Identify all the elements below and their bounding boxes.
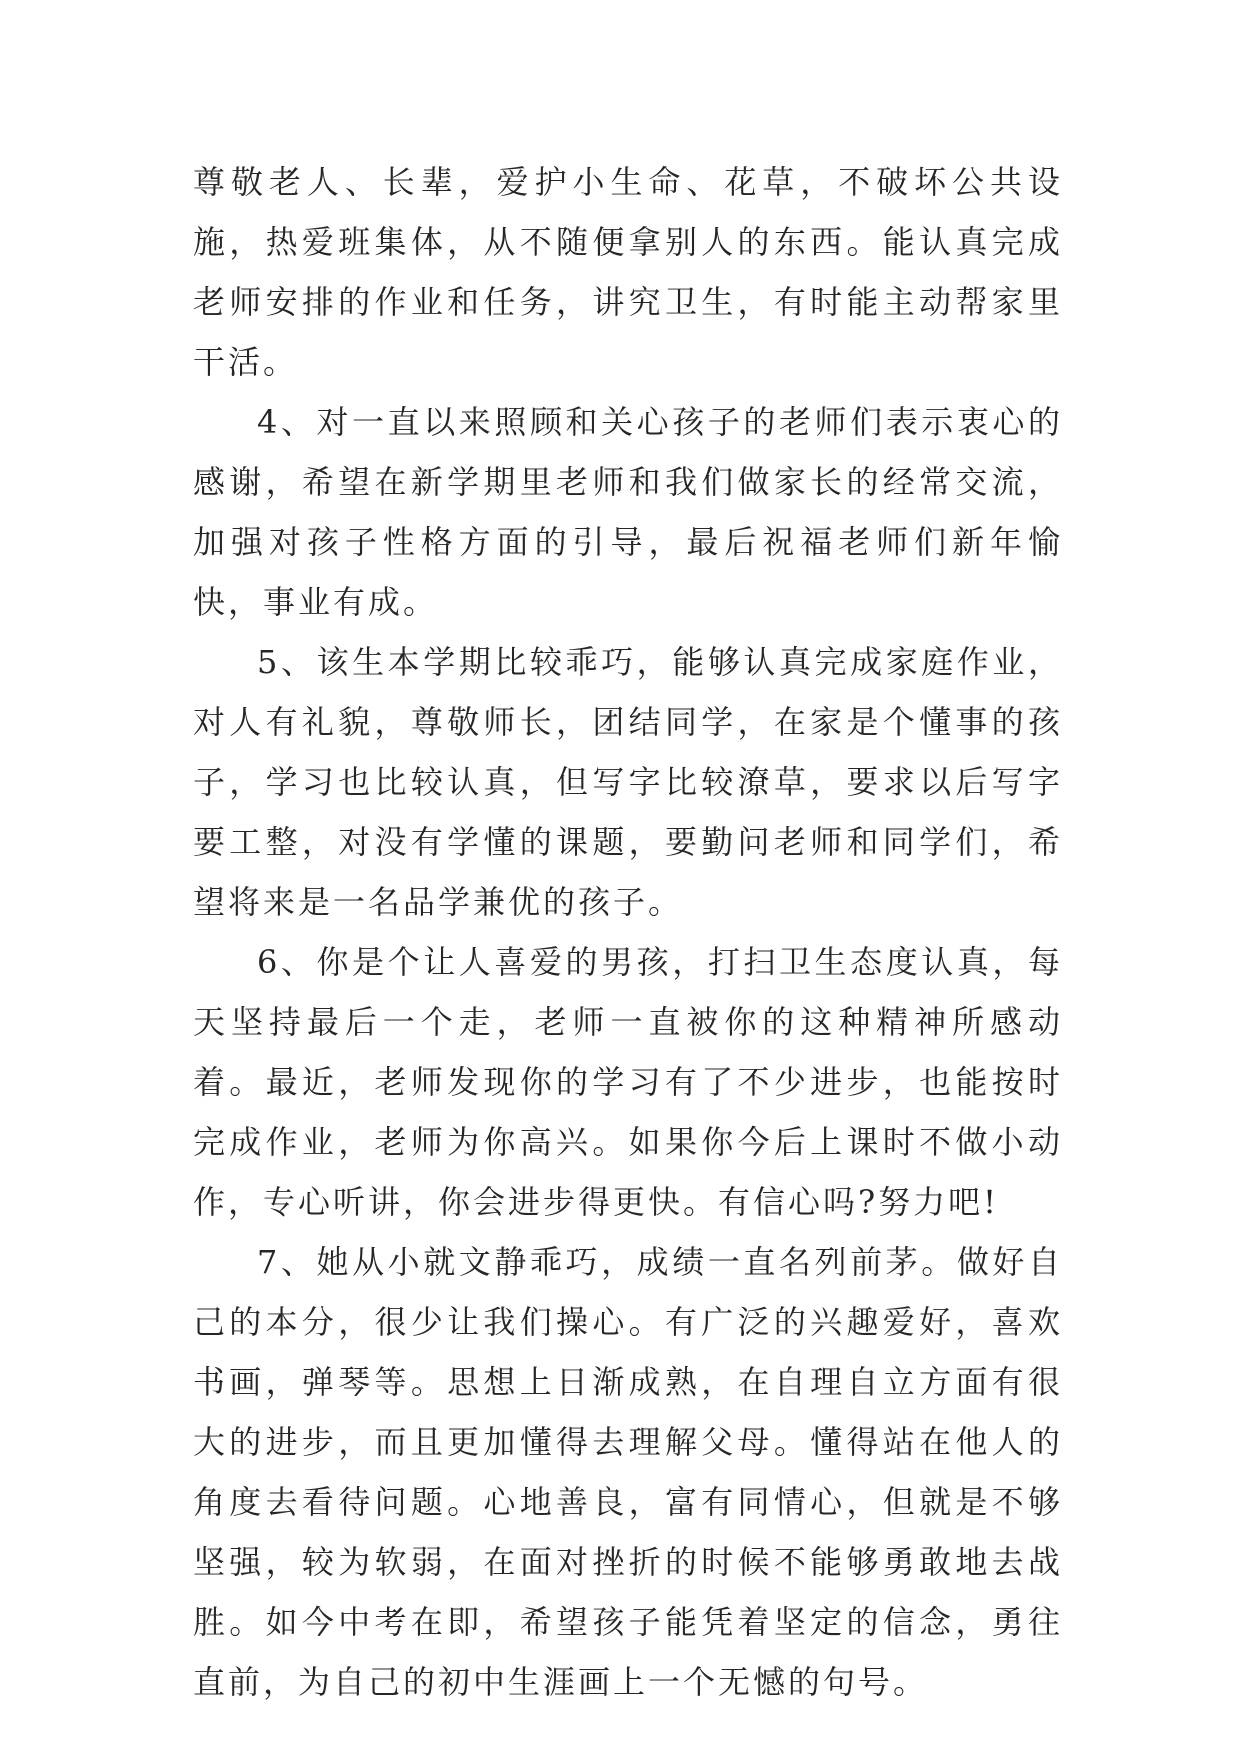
paragraph-item-4: 4、对一直以来照顾和关心孩子的老师们表示衷心的感谢，希望在新学期里老师和我们做家长的经常交流，加强对孩子性格方面的引导，最后祝福老师们新年愉快，事业有成。 — [193, 403, 1063, 621]
document-body — [193, 152, 1063, 1712]
paragraph-item-7: 7、她从小就文静乖巧，成绩一直名列前茅。做好自己的本分，很少让我们操心。有广泛的兴趣爱好，喜欢书画，弹琴等。思想上日渐成熟，在自理自立方面有很大的进步，而且更加懂得去理解父母。懂得站在他人的角度去看待问题。心地善良，富有同情心，但就是不够坚强，较为软弱，在面对挫折的时候不能够勇敢地去战胜。如今中考在即，希望孩子能凭着坚定的信念，勇往直前，为自己的初中生涯画上一个无憾的句号。 — [193, 1243, 1063, 1701]
paragraph-item-5: 5、该生本学期比较乖巧，能够认真完成家庭作业，对人有礼貌，尊敬师长，团结同学，在家是个懂事的孩子，学习也比较认真，但写字比较潦草，要求以后写字要工整，对没有学懂的课题，要勤问老师和同学们，希望将来是一名品学兼优的孩子。 — [193, 643, 1063, 921]
paragraph-item-6: 6、你是个让人喜爱的男孩，打扫卫生态度认真，每天坚持最后一个走，老师一直被你的这种精神所感动着。最近，老师发现你的学习有了不少进步，也能按时完成作业，老师为你高兴。如果你今后上课时不做小动作，专心听讲，你会进步得更快。有信心吗?努力吧! — [193, 943, 1063, 1221]
paragraph-continuation: 尊敬老人、长辈，爱护小生命、花草，不破坏公共设施，热爱班集体，从不随便拿别人的东西。能认真完成老师安排的作业和任务，讲究卫生，有时能主动帮家里干活。 — [193, 163, 1063, 381]
